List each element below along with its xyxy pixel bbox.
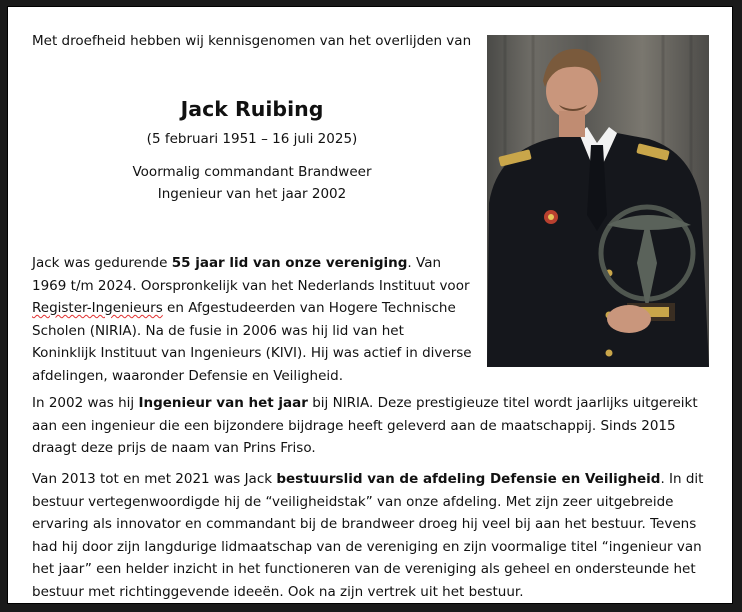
paragraph-membership [32,252,472,387]
life-dates: (5 februari 1951 – 16 juli 2025) [146,130,358,147]
role-line-award: Ingenieur van het jaar 2002 [157,185,347,202]
spellcheck-word: Register-Ingenieurs [32,300,163,316]
text-run: en Afgestudeerden van Hogere Technische Scholen (NIRIA). Na de fusie in 2006 was hij lid van het Koninklijk Instituut van Ingenieurs (KIVI). Hij was actief in diverse afdelingen, waaronder Defensie en Veiligheid. [32,300,472,384]
text-run: Van 2013 tot en met 2021 was Jack [32,471,277,487]
bold-run: 55 jaar lid van onze vereniging [171,255,408,271]
document-page [7,6,733,604]
bold-run: Ingenieur van het jaar [138,395,308,411]
text-run: Jack was gedurende [32,255,172,271]
paragraph-board [32,468,722,603]
text-run: In 2002 was hij [32,395,139,411]
portrait-photo [487,35,709,367]
text-run: . In dit bestuur vertegenwoordigde hij de “veiligheidstak” van onze afdeling. Met zijn zeer uitgebreide ervaring als innovator en commandant bij de brandweer droeg hij veel bij aan het bestuur. Tevens had hij door zijn langdurige lidmaatschap van de vereniging en zijn voormalige titel “ingenieur van het jaar” een helder inzicht in het functioneren van de vereniging als geheel en ondersteunde het bestuur met richtinggevende ideeën. Ook na zijn vertrek uit het bestuur. [32,471,704,600]
role-block [32,161,472,205]
intro-line: Met droefheid hebben wij kennisgenomen van het overlijden van [32,33,472,49]
text-run: . Van 1969 t/m 2024. Oorspronkelijk van het Nederlands Instituut voor [32,255,470,294]
name-block [32,97,472,205]
bold-run: bestuurslid van de afdeling Defensie en Veiligheid [276,471,661,487]
person-name: Jack Ruibing [180,97,324,121]
text-run: bij NIRIA. Deze prestigieuze titel wordt jaarlijks uitgereikt aan een ingenieur die een bijzondere bijdrage heeft geleverd aan de maatschappij. Sinds 2015 draagt deze prijs de naam van Prins Friso. [32,395,698,456]
portrait-illustration [487,35,709,367]
paragraph-award [32,392,722,460]
role-line-commander: Voormalig commandant Brandweer [132,163,372,180]
